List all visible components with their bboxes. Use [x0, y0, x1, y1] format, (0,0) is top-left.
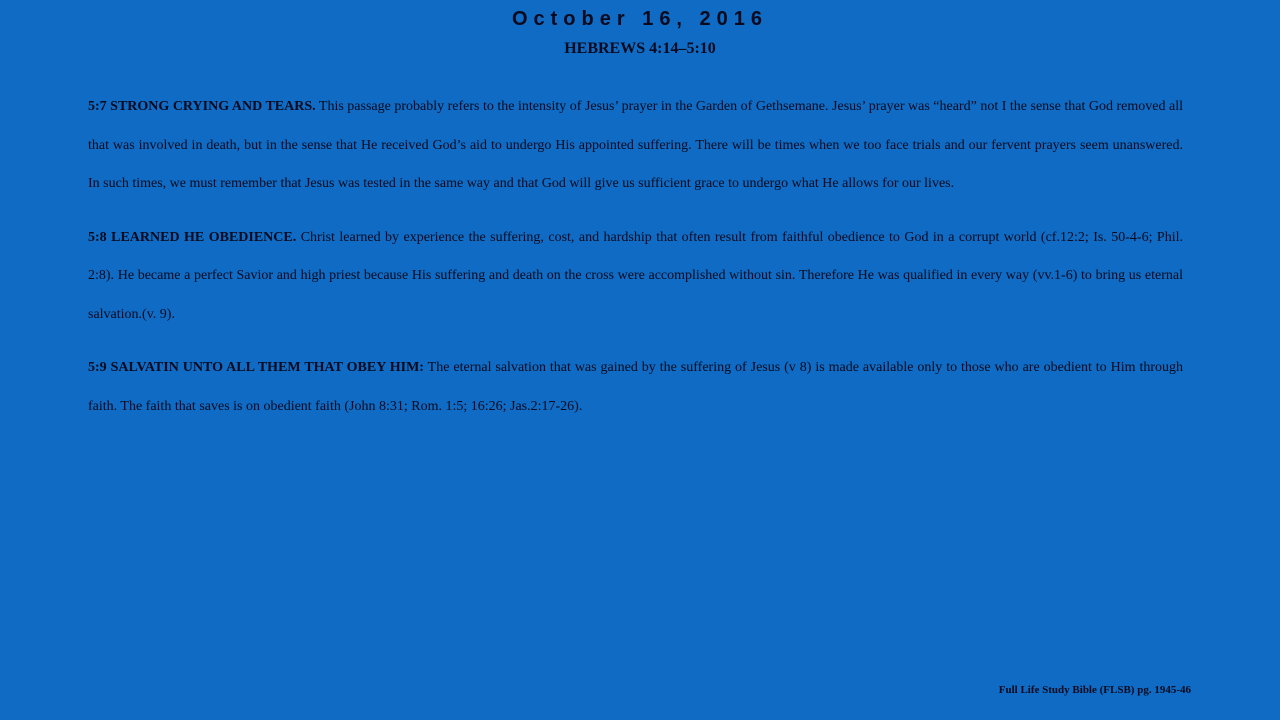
verse-heading: 5:8 LEARNED HE OBEDIENCE. [88, 229, 297, 245]
scripture-reference: HEBREWS 4:14–5:10 [564, 40, 716, 57]
verse-heading: 5:9 SALVATIN UNTO ALL THEM THAT OBEY HIM: [88, 360, 424, 375]
commentary-paragraph [88, 88, 1183, 204]
source-citation: Full Life Study Bible (FLSB) pg. 1945-46 [998, 684, 1191, 696]
verse-commentary: Christ learned by experience the suffering, cost, and hardship that often result from faithful obedience to God in a corrupt world (cf.12:2; Is. 50-4-6; Phil. 2:8). He became a perfect Savior and high priest because His suffering and death on the cross were accomplished without sin. Therefore He was qualified in every way (vv.1-6) to bring us eternal salvation.(v. 9). [88, 229, 1184, 322]
verse-heading: 5:7 STRONG CRYING AND TEARS. [88, 99, 316, 114]
slide-date: October 16, 2016 [511, 8, 769, 30]
verse-commentary: This passage probably refers to the intensity of Jesus’ prayer in the Garden of Gethsemane. Jesus’ prayer was “heard” not I the sense that God removed all that was involved in death, but in the sense that He received God’s aid to undergo His appointed suffering. There will be times when we too face trials and our fervent prayers seem unanswered. In such times, we must remember that Jesus was tested in the same way and that God will give us sufficient grace to undergo what He allows for our lives. [88, 99, 1183, 191]
verse-commentary: The eternal salvation that was gained by the suffering of Jesus (v 8) is made available only to those who are obedient to Him through faith. The faith that saves is on obedient faith (John 8:31; Rom. 1:5; 16:26; Jas.2:17-26). [88, 360, 1183, 414]
commentary-paragraph [88, 349, 1183, 426]
commentary-paragraph [88, 219, 1183, 335]
commentary-body [88, 88, 1183, 441]
